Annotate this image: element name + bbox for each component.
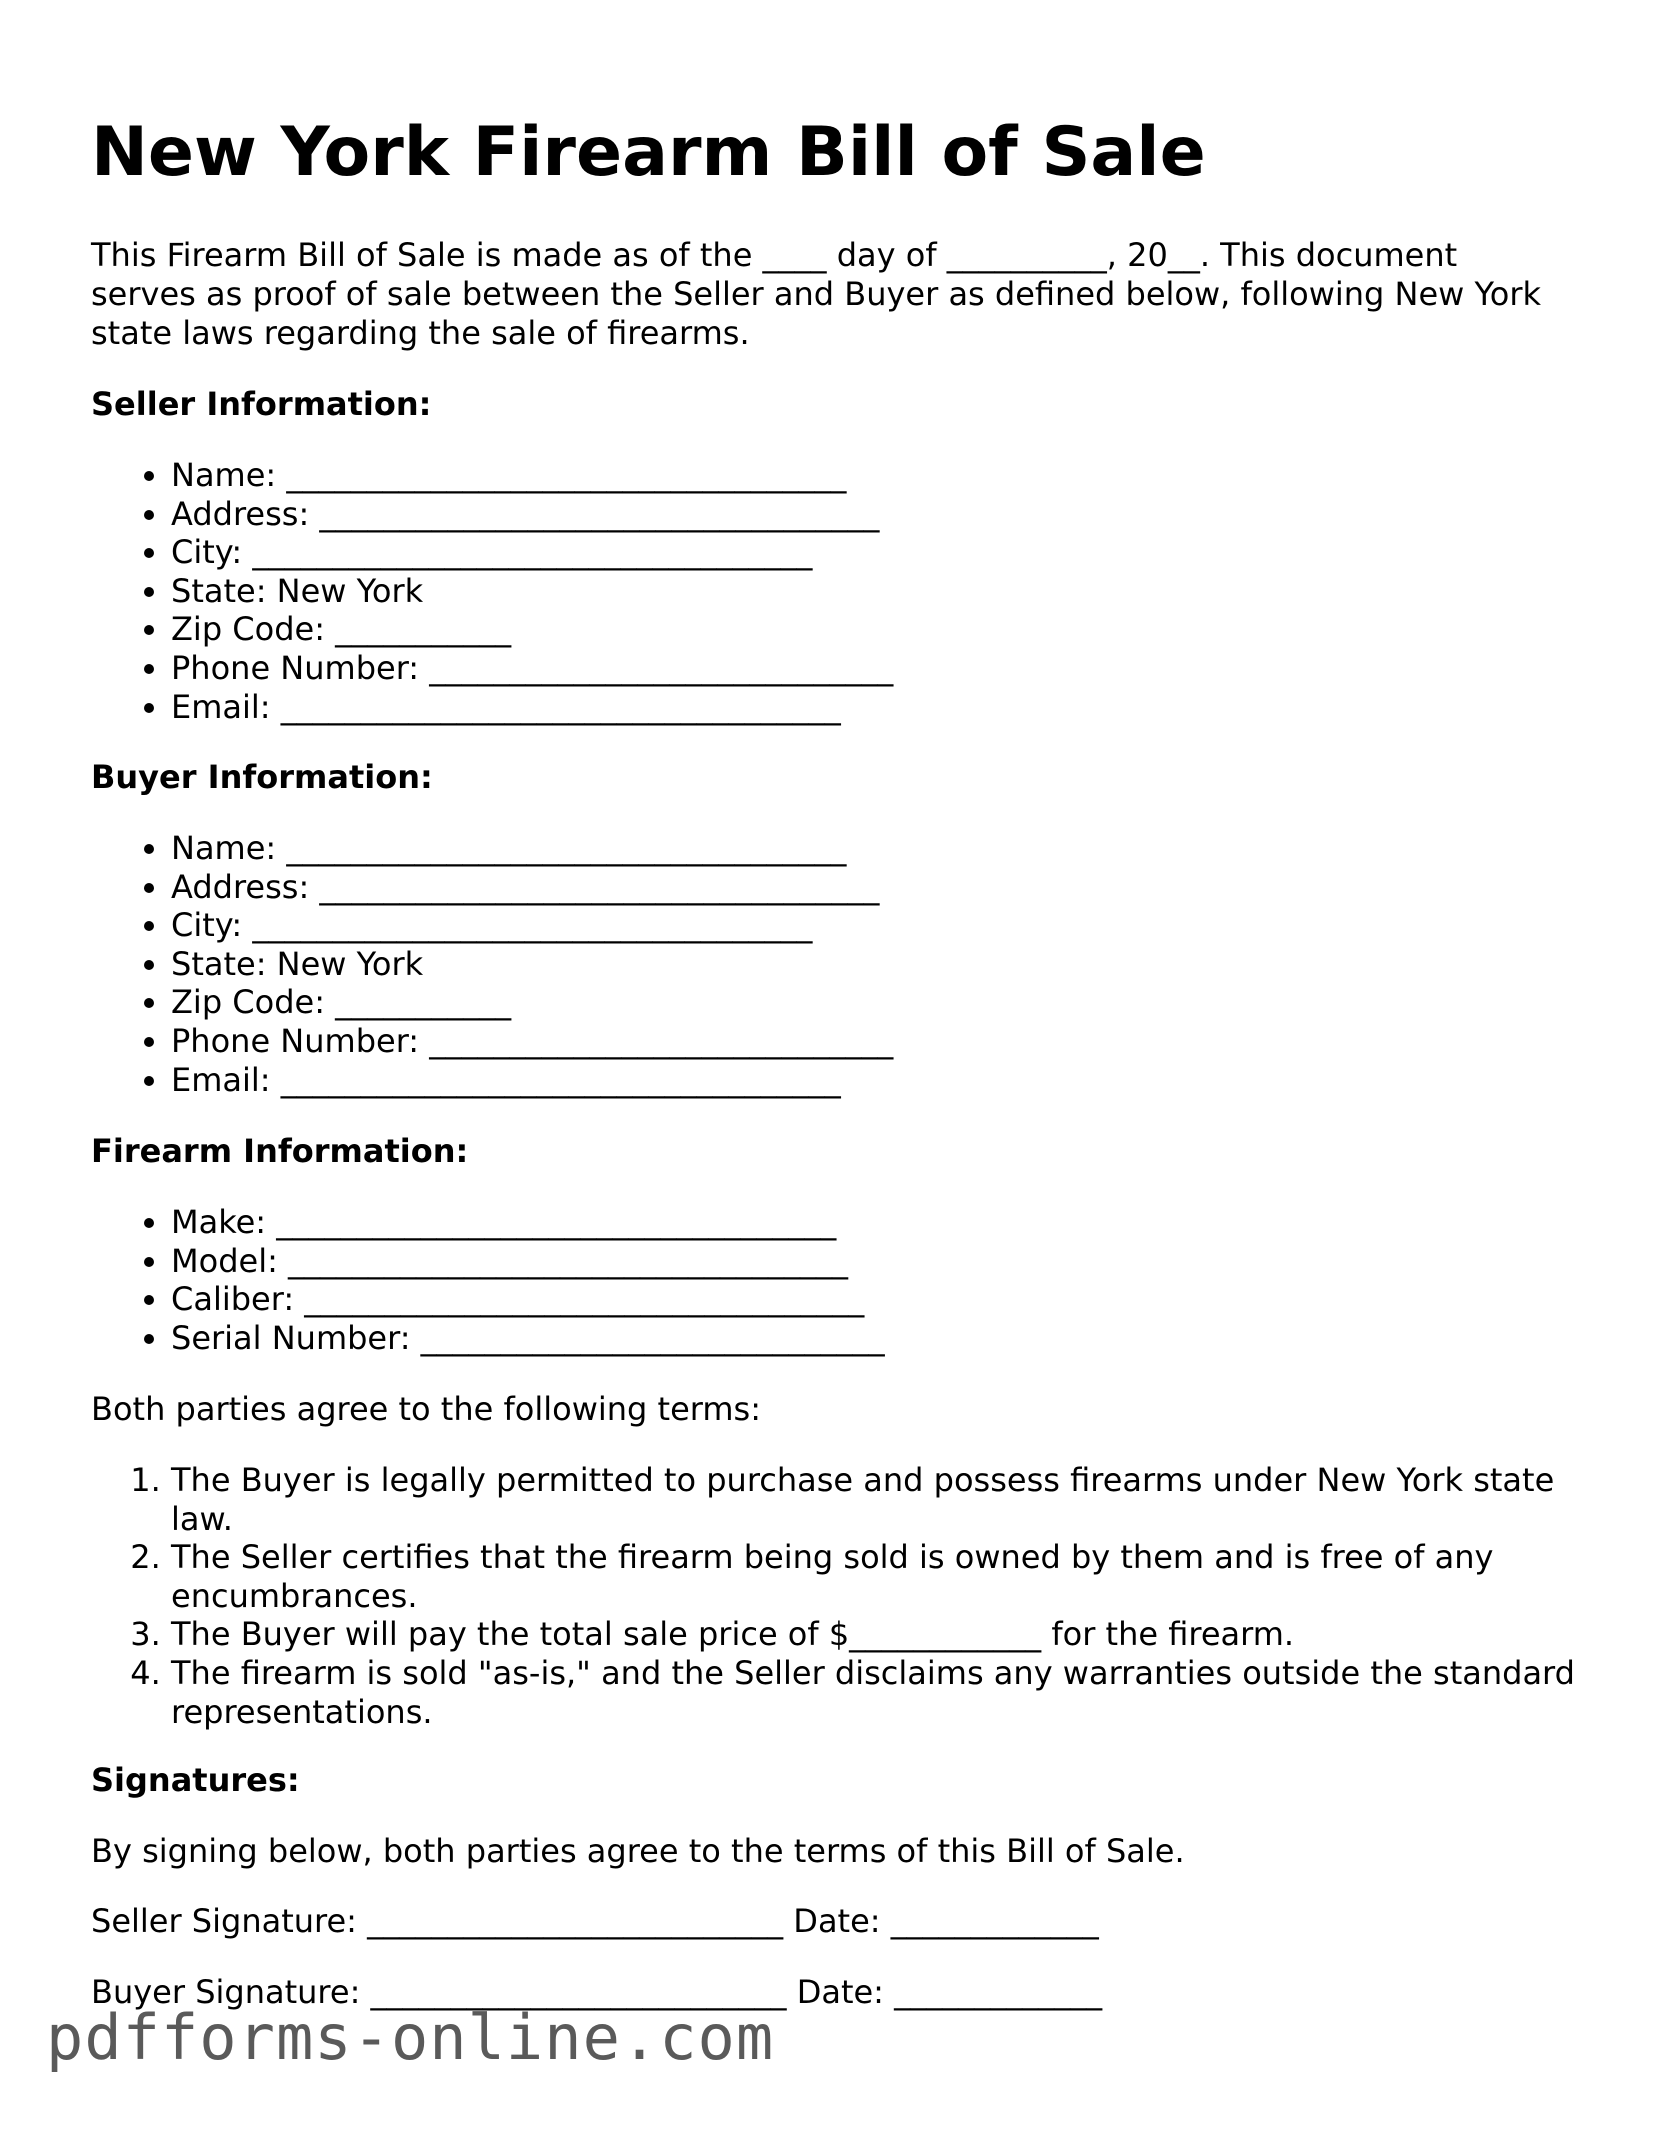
buyer-phone-field: • Phone Number: _____________________________ (171, 1022, 893, 1061)
firearm-serial-field: • Serial Number: _____________________________ (171, 1319, 885, 1358)
firearm-heading: Firearm Information: (91, 1132, 469, 1170)
buyer-name-field: • Name: ___________________________________ (171, 829, 893, 868)
firearm-make-field: • Make: ___________________________________ (171, 1203, 885, 1242)
intro-paragraph: This Firearm Bill of Sale is made as of the ____ day of __________, 20__. This document serves as proof of sale between the Seller and Buyer as defined below, following New York state laws regarding the sale of firearms. (91, 236, 1542, 352)
seller-zip-field: • Zip Code: ___________ (171, 610, 893, 649)
buyer-address-field: • Address: ___________________________________ (171, 868, 893, 907)
seller-state-field: • State: New York (171, 572, 893, 611)
term-item: 3. The Buyer will pay the total sale price of $____________ for the firearm. (171, 1615, 1591, 1654)
term-item: 2. The Seller certifies that the firearm being sold is owned by them and is free of any encumbrances. (171, 1538, 1591, 1615)
signatures-statement: By signing below, both parties agree to the terms of this Bill of Sale. (91, 1832, 1185, 1870)
seller-city-field: • City: ___________________________________ (171, 533, 893, 572)
buyer-signature-line: Buyer Signature: __________________________ Date: _____________ (91, 1973, 1103, 2011)
buyer-city-field: • City: ___________________________________ (171, 906, 893, 945)
signatures-heading: Signatures: (91, 1761, 300, 1799)
firearm-info-list (91, 1203, 885, 1357)
document-title: New York Firearm Bill of Sale (91, 113, 1206, 192)
firearm-model-field: • Model: ___________________________________ (171, 1242, 885, 1281)
term-item: 1. The Buyer is legally permitted to purchase and possess firearms under New York state law. (171, 1461, 1591, 1538)
buyer-heading: Buyer Information: (91, 758, 433, 796)
seller-signature-line: Seller Signature: __________________________ Date: _____________ (91, 1902, 1099, 1940)
seller-address-field: • Address: ___________________________________ (171, 495, 893, 534)
terms-intro: Both parties agree to the following terms: (91, 1390, 761, 1428)
seller-name-field: • Name: ___________________________________ (171, 456, 893, 495)
seller-email-field: • Email: ___________________________________ (171, 688, 893, 727)
terms-list (91, 1461, 1591, 1731)
buyer-email-field: • Email: ___________________________________ (171, 1061, 893, 1100)
term-item: 4. The firearm is sold "as-is," and the Seller disclaims any warranties outside the standard representations. (171, 1654, 1591, 1731)
watermark: pdfforms-online.com (46, 2001, 775, 2074)
seller-heading: Seller Information: (91, 385, 432, 423)
buyer-info-list (91, 829, 893, 1099)
firearm-caliber-field: • Caliber: ___________________________________ (171, 1280, 885, 1319)
buyer-zip-field: • Zip Code: ___________ (171, 983, 893, 1022)
seller-phone-field: • Phone Number: _____________________________ (171, 649, 893, 688)
seller-info-list (91, 456, 893, 726)
buyer-state-field: • State: New York (171, 945, 893, 984)
